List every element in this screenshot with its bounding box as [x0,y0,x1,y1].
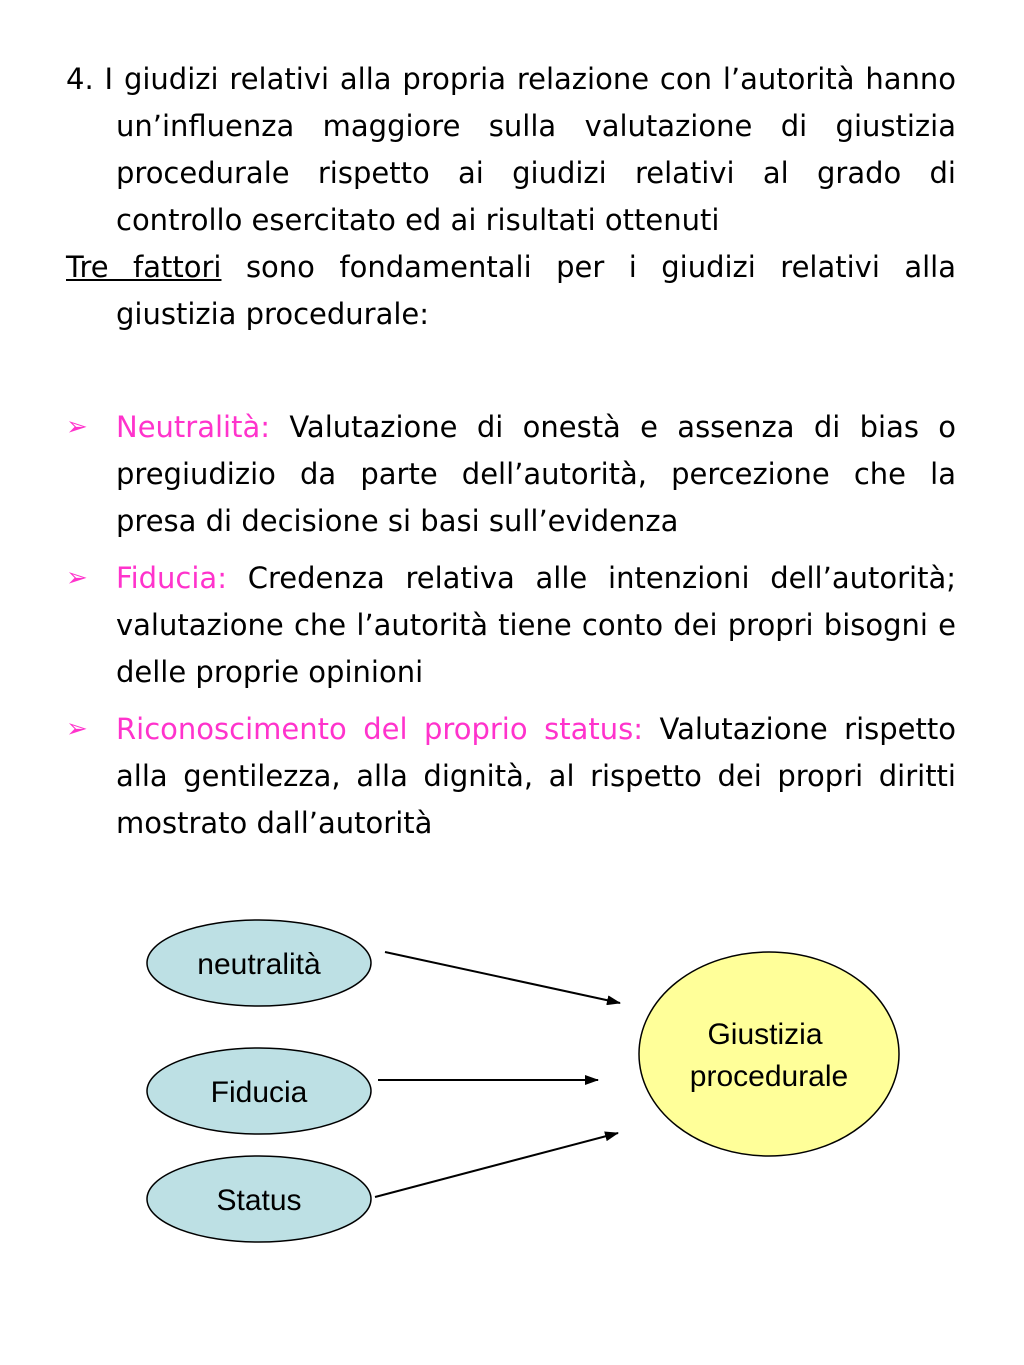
bullet-text: Valutazione di onestà e assenza di bias o pregiudizio da parte dell’autorità, percezione che la presa di decisione si basi sull’evidenza [116,410,957,538]
arrow-bullet-icon: ➢ [66,412,88,442]
text-block [66,56,956,847]
intro-number: 4. [66,62,94,96]
node-status-label: Status [216,1184,302,1217]
bullet-title: Neutralità: [116,410,271,444]
intro-paragraph [66,56,956,244]
factors-intro-text: sono fondamentali per i giudizi relativi alla giustizia procedurale: [116,250,956,331]
factors-intro-underlined: Tre fattori [66,250,222,284]
factors-intro-paragraph [66,244,956,338]
bullet-neutralita [66,404,956,545]
intro-text: I giudizi relativi alla propria relazione con l’autorità hanno un’influenza maggiore sulla valutazione di giustizia procedurale rispetto ai giudizi relativi al grado di controllo esercitato ed ai risultati ottenuti [104,62,957,237]
arrow-neutralita [385,952,620,1003]
factors-diagram [0,900,1024,1260]
node-giustizia-procedurale [639,952,899,1156]
bullet-text: Credenza relativa alle intenzioni dell’autorità; valutazione che l’autorità tiene conto dei propri bisogni e delle proprie opinioni [116,561,956,689]
node-neutralita-label: neutralità [197,948,321,981]
arrow-bullet-icon: ➢ [66,563,88,593]
bullet-title: Fiducia: [116,561,227,595]
node-fiducia-label: Fiducia [210,1076,308,1109]
bullet-text: Valutazione rispetto alla gentilezza, alla dignità, al rispetto dei propri diritti mostrato dall’autorità [116,712,957,840]
target-label-line1: Giustizia [707,1018,823,1051]
bullet-fiducia [66,555,956,696]
bullet-status [66,706,956,847]
arrow-status [375,1133,618,1197]
spacer [66,338,956,394]
bullet-title: Riconoscimento del proprio status: [116,712,643,746]
target-label-line2: procedurale [689,1060,849,1093]
arrow-bullet-icon: ➢ [66,714,88,744]
